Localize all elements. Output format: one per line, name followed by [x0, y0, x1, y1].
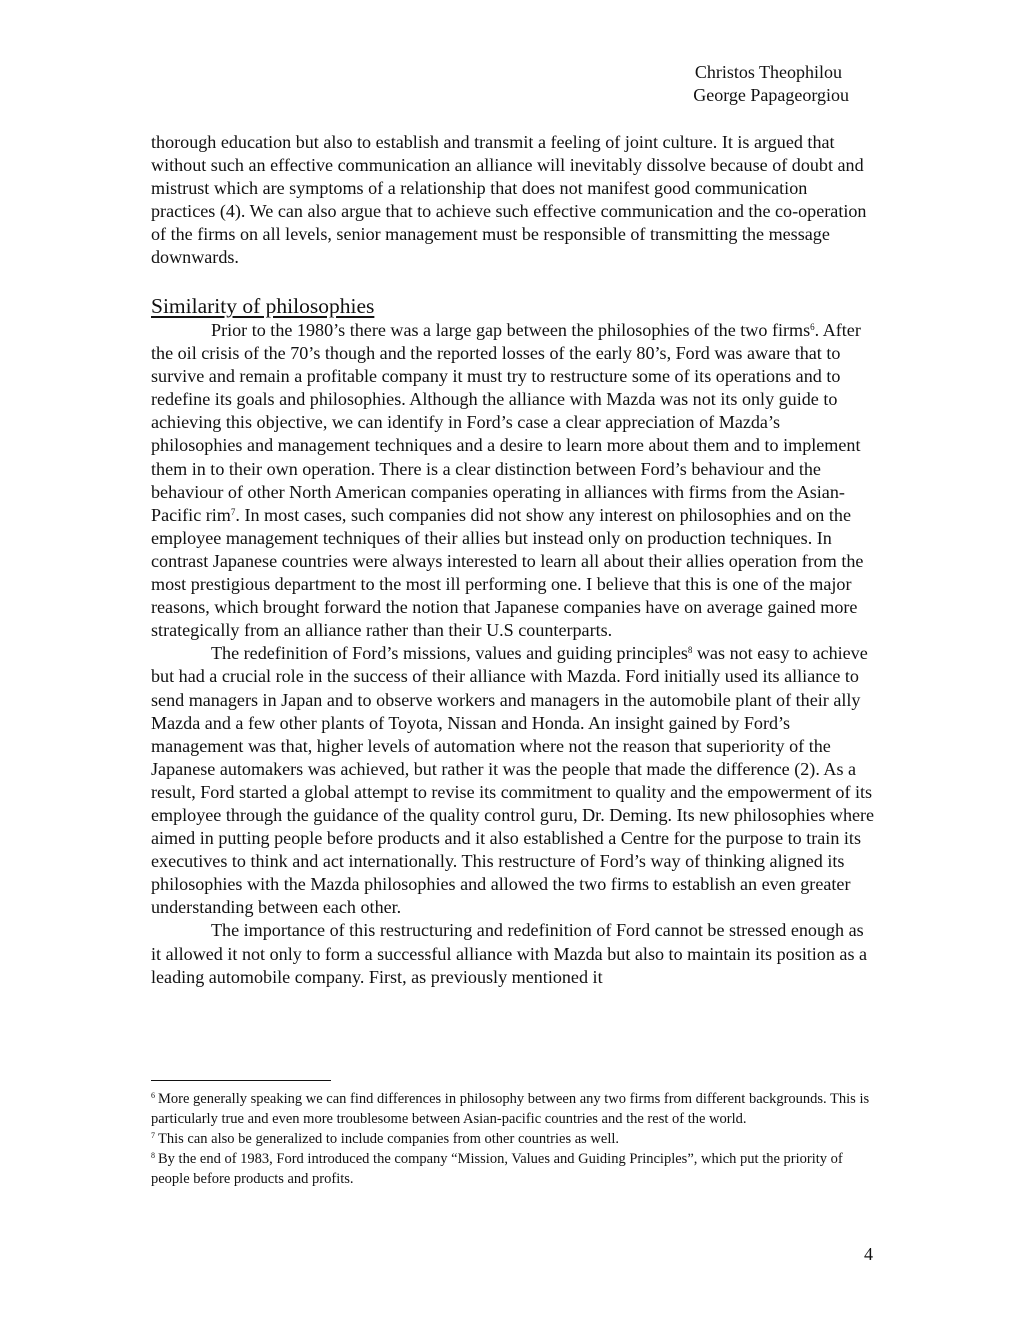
paragraph-text: Prior to the 1980’s there was a large gap between the philosophies of the two firms [211, 320, 811, 340]
footnote [151, 1149, 875, 1189]
paragraph-text: . In most cases, such companies did not show any interest on philosophies and on the employee management techniques of their allies but instead only on production techniques. In contrast Japanese countries were always interested to learn all about their allies operation from the most prestigious department to the most ill performing one. I believe that this is one of the major reasons, which brought forward the notion that Japanese companies have on average gained more strategically from an alliance rather than their U.S counterparts. [151, 504, 864, 641]
paragraph [151, 642, 875, 919]
author-name: Christos Theophilou [694, 62, 842, 82]
footnote-text: By the end of 1983, Ford introduced the company “Mission, Values and Guiding Principles”, which put the priority of people before products and profits. [151, 1151, 843, 1187]
page-number: 4 [864, 1244, 873, 1264]
footnote-divider [151, 1080, 331, 1081]
footnote-ref[interactable]: 8 [687, 645, 693, 656]
paragraph-text: The redefinition of Ford’s missions, values and guiding principles [211, 643, 688, 664]
footnote-text: More generally speaking we can find differences in philosophy between any two firms from different backgrounds. This is particularly true and even more troublesome between Asian-pacific countries and the rest of the world. [151, 1091, 870, 1127]
paragraph [151, 319, 875, 642]
section-heading: Similarity of philosophies [151, 294, 375, 318]
section-body [151, 319, 875, 989]
footnote-number: 7 [151, 1131, 155, 1140]
footnote-text: This can also be generalized to include companies from other countries as well. [158, 1131, 620, 1147]
footnote-number: 6 [151, 1091, 155, 1100]
paragraph-text: thorough education but also to establish and transmit a feeling of joint culture. It is argued that without such an effective communication an alliance will inevitably dissolve because of doubt and mistrust which are symptoms of a relationship that does not manifest good communication practices (4). We can also argue that to achieve such effective communication and the co-operation of the firms on all levels, senior management must be responsible of transmitting the message downwards. [151, 132, 867, 268]
running-header [529, 61, 849, 107]
author-name: George Papageorgiou [693, 85, 849, 105]
footnote [151, 1129, 875, 1149]
footnote-ref[interactable]: 6 [810, 322, 815, 332]
footnote-ref[interactable]: 7 [230, 506, 236, 517]
footnote [151, 1089, 875, 1129]
footnote-number: 8 [151, 1151, 155, 1160]
paragraph: The importance of this restructuring and redefinition of Ford cannot be stressed enough as it allowed it not only to form a successful alliance with Mazda but also to maintain its position as a leading automobile company. First, as previously mentioned it [151, 920, 868, 987]
intro-paragraph [151, 131, 875, 270]
paragraph-text: . After the oil crisis of the 70’s though and the reported losses of the early 80’s, Ford was aware that to survive and remain a profitable company it must try to restructure some of its operations and to redefine its goals and philosophies. Although the alliance with Mazda was not its only guide to achieving this objective, we can identify in Ford’s case a clear appreciation of Mazda’s philosophies and management techniques and a desire to learn more about them and to implement them in to their own operation. There is a clear distinction between Ford’s behaviour and the behaviour of other North American companies operating in alliances with firms from the Asian-Pacific rim [151, 320, 861, 525]
paragraph-text: was not easy to achieve but had a crucial role in the success of their alliance with Mazda. Ford initially used its alliance to send managers in Japan and to observe workers and managers in the automobile plant of their ally Mazda and a few other plants of Toyota, Nissan and Honda. An insight gained by Ford’s management was that, higher levels of automation where not the reason that superiority of the Japanese automakers was achieved, but rather it was the people that made the difference (2). As a result, Ford started a global attempt to revise its commitment to quality and the empowerment of its employee through the guidance of the quality control guru, Dr. Deming. Its new philosophies where aimed in putting people before products and it also established a Centre for the purpose to train its executives to think and act internationally. This restructure of Ford’s way of thinking aligned its philosophies with the Mazda philosophies and allowed the two firms to establish an even greater understanding between each other. [151, 643, 875, 918]
footnotes [151, 1089, 875, 1189]
